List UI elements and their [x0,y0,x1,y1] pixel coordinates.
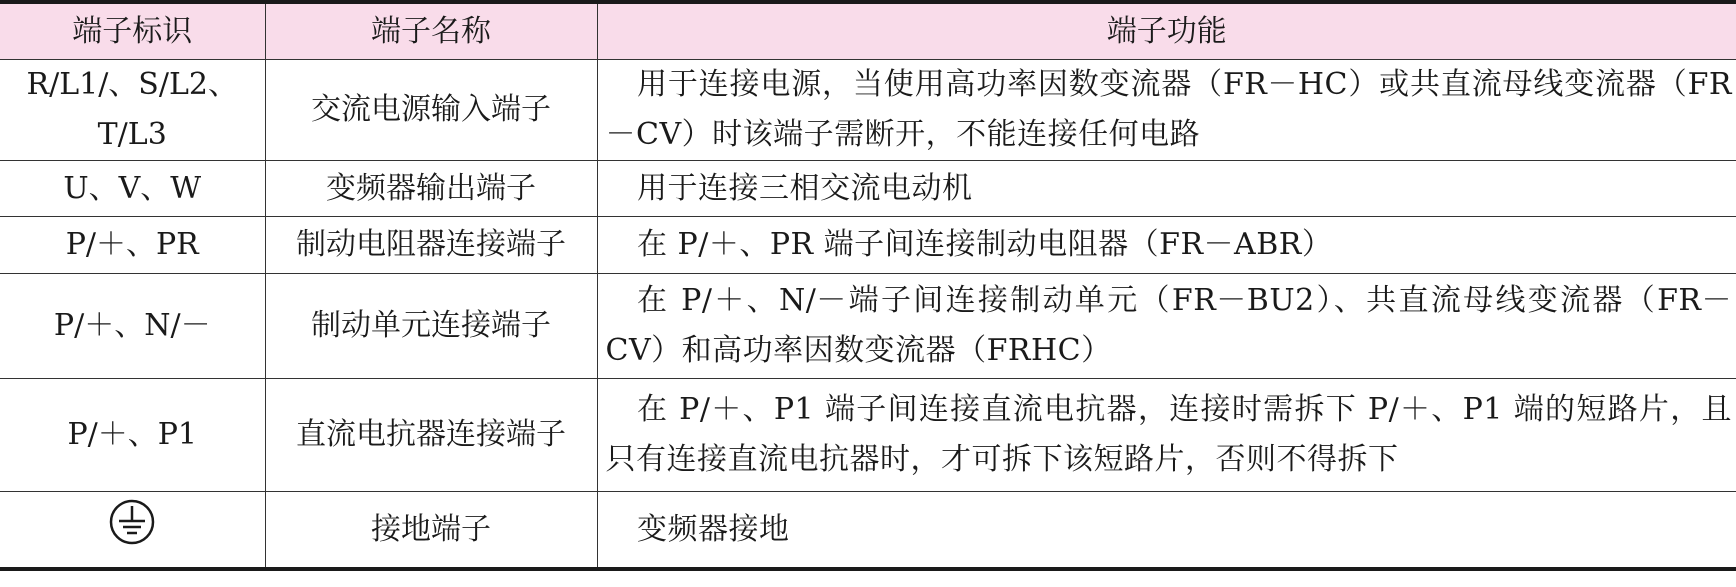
terminal-mark: R/L1/、S/L2、T/L3 [0,60,265,161]
terminal-name: 交流电源输入端子 [265,60,597,161]
table-row [0,161,1736,217]
terminal-mark [0,492,265,570]
terminal-function: 用于连接三相交流电动机 [597,161,1736,217]
terminal-name: 制动单元连接端子 [265,274,597,379]
header-terminal-function: 端子功能 [597,2,1736,60]
terminal-name: 变频器输出端子 [265,161,597,217]
table-header-row [0,2,1736,60]
terminal-mark: U、V、W [0,161,265,217]
terminal-name: 制动电阻器连接端子 [265,217,597,274]
table-row [0,274,1736,379]
terminal-function: 在 P/＋、P1 端子间连接直流电抗器，连接时需拆下 P/＋、P1 端的短路片，且只有连接直流电抗器时，才可拆下该短路片，否则不得拆下 [597,379,1736,492]
terminal-mark: P/＋、N/－ [0,274,265,379]
header-terminal-mark: 端子标识 [0,2,265,60]
table-row [0,217,1736,274]
terminal-name: 直流电抗器连接端子 [265,379,597,492]
ground-symbol-icon [107,497,157,563]
table-row [0,492,1736,570]
terminal-function: 在 P/＋、N/－端子间连接制动单元（FR－BU2）、共直流母线变流器（FR－CV）和高功率因数变流器（FRHC） [597,274,1736,379]
table-row [0,60,1736,161]
header-terminal-name: 端子名称 [265,2,597,60]
terminal-mark: P/＋、PR [0,217,265,274]
terminal-function: 用于连接电源，当使用高功率因数变流器（FR－HC）或共直流母线变流器（FR－CV）时该端子需断开，不能连接任何电路 [597,60,1736,161]
terminal-mark: P/＋、P1 [0,379,265,492]
terminal-name: 接地端子 [265,492,597,570]
terminal-function: 变频器接地 [597,492,1736,570]
terminal-function: 在 P/＋、PR 端子间连接制动电阻器（FR－ABR） [597,217,1736,274]
table-row [0,379,1736,492]
